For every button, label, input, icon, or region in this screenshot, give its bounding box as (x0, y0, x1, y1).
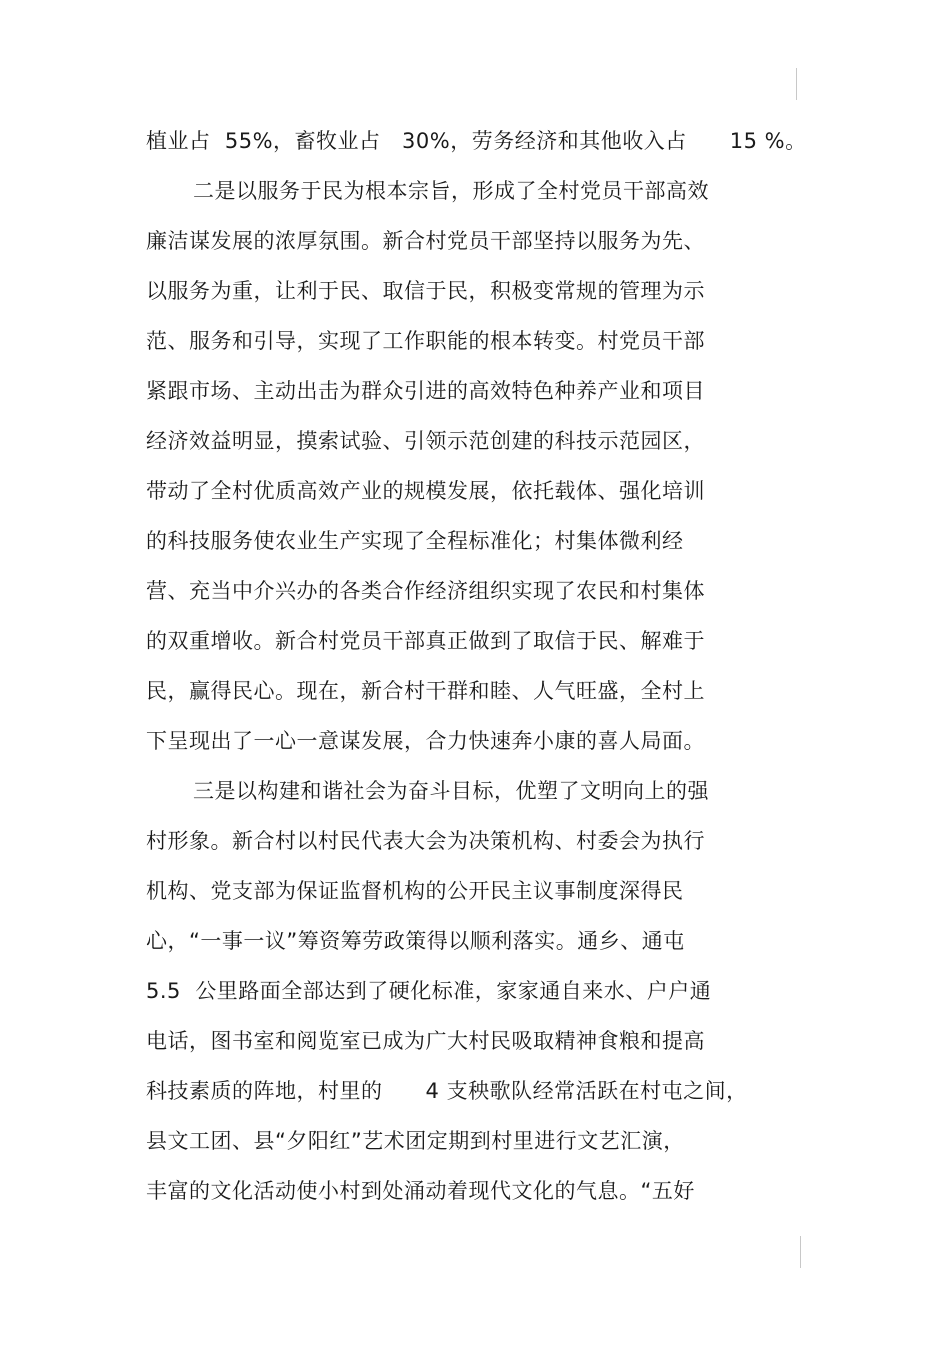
text-line: 植业占 55%，畜牧业占 30%，劳务经济和其他收入占 15 %。 (146, 129, 807, 153)
text-line: 县文工团、县“夕阳红”艺术团定期到村里进行文艺汇演， (146, 1129, 685, 1153)
text-line: 科技素质的阵地，村里的 4 支秧歌队经常活跃在村屯之间， (146, 1079, 748, 1103)
text-line: 电话，图书室和阅览室已成为广大村民吸取精神食粮和提高 (146, 1029, 705, 1053)
paragraph-start-line: 三是以构建和谐社会为奋斗目标，优塑了文明向上的强 (193, 779, 709, 803)
paragraph-start-line: 二是以服务于民为根本宗旨，形成了全村党员干部高效 (193, 179, 709, 203)
text-line: 经济效益明显，摸索试验、引领示范创建的科技示范园区， (146, 429, 705, 453)
text-line: 廉洁谋发展的浓厚氛围。新合村党员干部坚持以服务为先、 (146, 229, 705, 253)
text-line: 民，赢得民心。现在，新合村干群和睦、人气旺盛，全村上 (146, 679, 705, 703)
text-line: 带动了全村优质高效产业的规模发展，依托载体、强化培训 (146, 479, 705, 503)
text-line: 心，“一事一议”筹资筹劳政策得以顺利落实。通乡、通屯 (146, 929, 685, 953)
text-line: 丰富的文化活动使小村到处涌动着现代文化的气息。“五好 (146, 1179, 695, 1203)
text-line: 村形象。新合村以村民代表大会为决策机构、村委会为执行 (146, 829, 705, 853)
text-line: 下呈现出了一心一意谋发展，合力快速奔小康的喜人局面。 (146, 729, 705, 753)
text-line: 紧跟市场、主动出击为群众引进的高效特色种养产业和项目 (146, 379, 705, 403)
text-line: 营、充当中介兴办的各类合作经济组织实现了农民和村集体 (146, 579, 705, 603)
text-line: 的双重增收。新合村党员干部真正做到了取信于民、解难于 (146, 629, 705, 653)
bottom-right-crop-mark (800, 1236, 801, 1268)
top-right-crop-mark (796, 68, 797, 100)
text-line: 的科技服务使农业生产实现了全程标准化；村集体微利经 (146, 529, 684, 553)
text-line: 以服务为重，让利于民、取信于民，积极变常规的管理为示 (146, 279, 705, 303)
text-line: 5.5 公里路面全部达到了硬化标准，家家通自来水、户户通 (146, 979, 712, 1003)
text-line: 范、服务和引导，实现了工作职能的根本转变。村党员干部 (146, 329, 705, 353)
text-line: 机构、党支部为保证监督机构的公开民主议事制度深得民 (146, 879, 684, 903)
